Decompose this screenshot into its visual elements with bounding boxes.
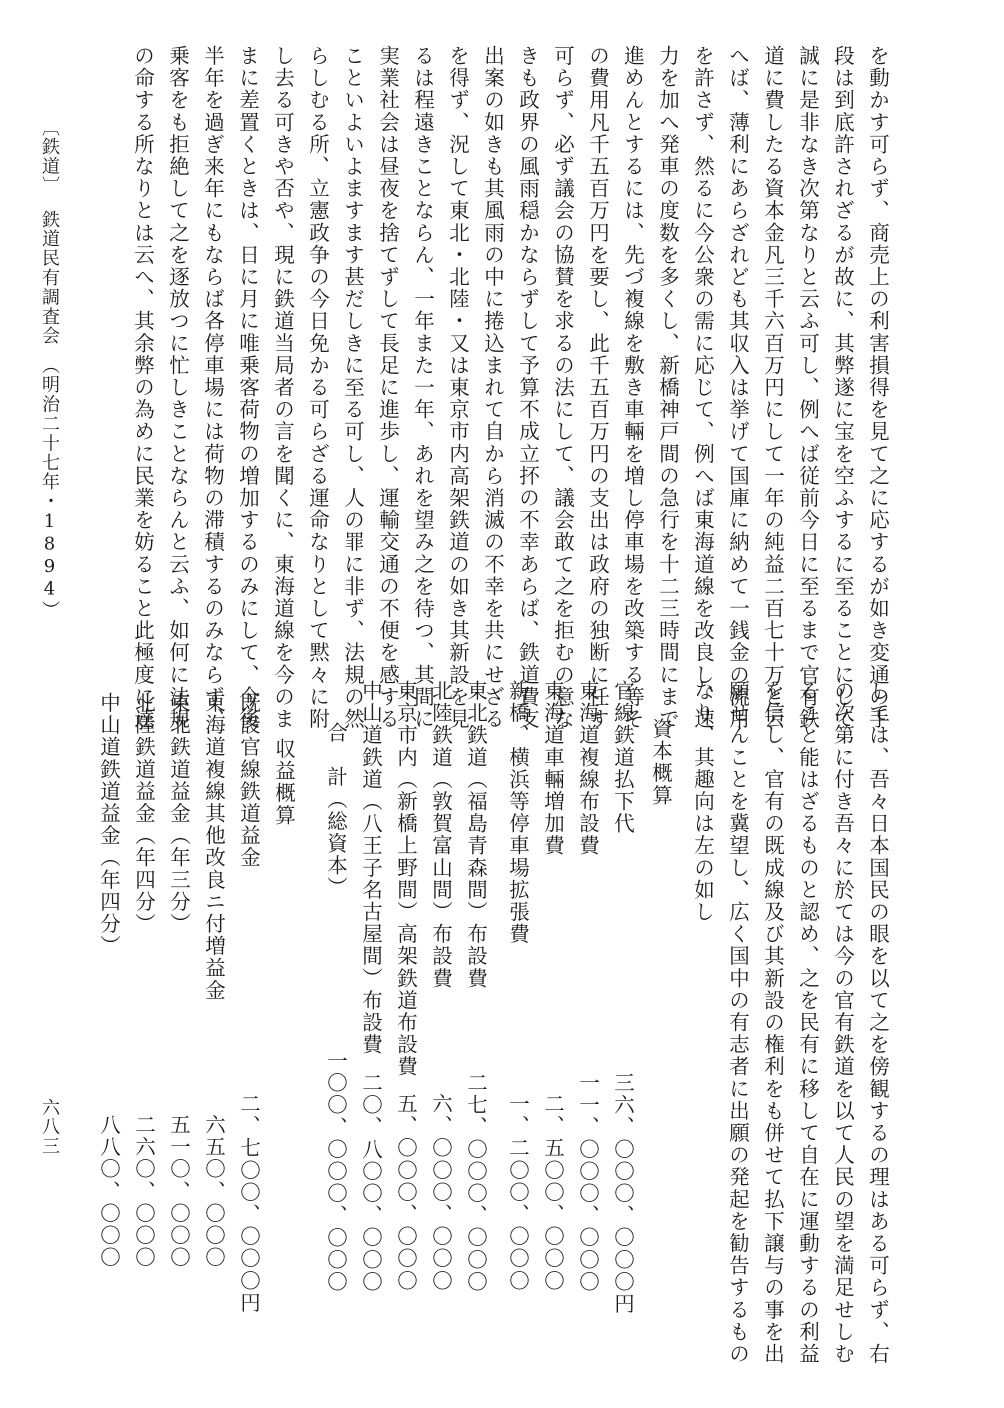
- capital-item-amount: 二七、〇〇〇、〇〇〇: [463, 1072, 488, 1293]
- prose-line: 可らず、必ず議会の協賛を求るの法にして、議会敢て之を拒むの意な: [550, 45, 575, 731]
- prose-line: 道に費したる資本金凡三千六百万円にして一年の純益二百七十万と云: [760, 45, 785, 731]
- running-header-date: （明治二十七年・1894）: [39, 356, 60, 621]
- prose-line: を許さず、然るに今公衆の需に応じて、例へば東海道線を改良し、速: [690, 45, 715, 731]
- capital-item-label: 新橋、横浜等停車場拡張費: [505, 680, 530, 946]
- prose-line: こといよいよますます甚だしきに至る可し、人の罪に非ず、法規の然: [340, 45, 365, 731]
- capital-total-amount: 一〇〇、〇〇〇、〇〇〇: [323, 1050, 348, 1294]
- capital-heading: 資本概算: [648, 718, 673, 807]
- prose-line: 誠に是非なき次第なりと云ふ可し、例へば従前今日に至るまで官有鉄: [795, 45, 820, 731]
- prose-line: 進めんとするには、先づ複線を敷き車輛を増し停車場を改築する等そ: [620, 45, 645, 731]
- capital-item-amount: 六、〇〇〇、〇〇〇: [428, 1093, 453, 1292]
- income-item-label: 中山道鉄道益金（年四分）: [96, 692, 121, 958]
- capital-item-amount: 一、二〇〇、〇〇〇: [505, 1093, 530, 1292]
- income-item-label: 東海道複線其他改良ニ付増益金: [201, 692, 226, 1002]
- income-item-amount: 六五〇、〇〇〇: [201, 1114, 226, 1269]
- prose-line: の命する所なりとは云へ、其余弊の為めに民業を妨ること此極度に達: [130, 45, 155, 731]
- prose-line: ること能はざるものと認め、之を民有に移して自在に運動するの利益: [795, 680, 820, 1366]
- prose-line: 願せんことを冀望し、広く国中の有志者に出願の発起を勧告するもの: [725, 680, 750, 1366]
- capital-item-label: 中山道鉄道（八王子名古屋間）布設費: [358, 680, 383, 1056]
- prose-line: まに差置くときは、日に月に唯乗客荷物の増加するのみにして、今後: [235, 45, 260, 731]
- prose-line: らしむる所、立憲政争の今日免かる可らざる運命なりとして黙々に附: [305, 45, 330, 731]
- prose-line: を信し、官有の既成線及び其新設の権利をも併せて払下譲与の事を出: [760, 680, 785, 1366]
- prose-line: の次第に付き吾々に於ては今の官有鉄道を以て人民の望を満足せしむ: [830, 680, 855, 1366]
- prose-line: へば、薄利にあらざれども其収入は挙げて国庫に納めて一銭金の流用: [725, 45, 750, 731]
- capital-item-label: 東海道車輛増加費: [540, 680, 565, 857]
- capital-item-amount: 二、五〇〇、〇〇〇: [540, 1093, 565, 1292]
- capital-total-label: 合 計（総資本）: [323, 722, 348, 899]
- income-item-label: 既設官線鉄道益金: [236, 692, 261, 869]
- prose-line: 実業社会は昼夜を捨てずして長足に進歩し、運輸交通の不便を感する: [375, 45, 400, 731]
- capital-item-amount: 五、〇〇〇、〇〇〇: [393, 1093, 418, 1292]
- income-item-label: 北陸鉄道益金（年四分）: [131, 692, 156, 936]
- capital-item-amount: 二〇、八〇〇、〇〇〇: [358, 1072, 383, 1293]
- running-header-title: 鉄道民有調査会: [39, 210, 60, 346]
- income-item-amount: 八八〇、〇〇〇: [96, 1114, 121, 1269]
- prose-line: 半年を過ぎ来年にもならば各停車場には荷物の滞積するのみならず、: [200, 45, 225, 731]
- prose-line: 出案の如きも其風雨の中に捲込まれて自から消滅の不幸を共にせざる: [480, 45, 505, 731]
- prose-line: を動かす可らず、商売上の利害損得を見て之に応するが如き変通の手: [865, 45, 890, 731]
- income-item-amount: 五一〇、〇〇〇: [166, 1114, 191, 1269]
- capital-item-amount: 一一、〇〇〇、〇〇〇: [575, 1072, 600, 1293]
- prose-line: 段は到底許されざるが故に、其弊遂に宝を空ふするに至ることにして: [830, 45, 855, 731]
- income-item-amount: 二、七〇〇、〇〇〇円: [236, 1093, 261, 1314]
- page-number: 六八三: [39, 1098, 60, 1157]
- capital-item-label: 東京市内（新橋上野間）高架鉄道布設費: [393, 680, 418, 1078]
- income-item-amount: 二六〇、〇〇〇: [131, 1114, 156, 1269]
- prose-line: なり、其趣向は左の如し: [690, 680, 715, 924]
- capital-item-label: 北陸鉄道（敦賀富山間）布設費: [428, 680, 453, 990]
- prose-line: るは程遠きことならん、一年また一年、あれを望み之を待つ、其間に: [410, 45, 435, 731]
- prose-line: 乗客をも拒絶して之を逐放つに忙しきことならんと云ふ、如何に法規: [165, 45, 190, 731]
- capital-item-label: 東海道複線布設費: [575, 680, 600, 857]
- prose-line: を得ず、況して東北・北陸・又は東京市内高架鉄道の如き其新設を見: [445, 45, 470, 731]
- capital-item-label: 東北鉄道（福島青森間）布設費: [463, 680, 488, 990]
- income-heading: 収益概算: [271, 738, 296, 827]
- prose-line: しては、吾々日本国民の眼を以て之を傍観するの理はある可らず、右: [865, 680, 890, 1366]
- prose-line: の費用凡千五百万円を要し、此千五百万円の支出は政府の独断に任す: [585, 45, 610, 731]
- capital-item-amount: 三六、〇〇〇、〇〇〇円: [610, 1072, 635, 1316]
- running-header-section: 〔鉄道〕: [39, 118, 60, 196]
- prose-line: し去る可きや否や、現に鉄道当局者の言を聞くに、東海道線を今のま: [270, 45, 295, 731]
- prose-line: 力を加へ発車の度数を多くし、新橋神戸間の急行を十二三時間にまで: [655, 45, 680, 731]
- capital-item-label: 官線鉄道払下代: [610, 680, 635, 835]
- prose-line: きも政界の風雨穏かならずして予算不成立抔の不幸あらば、鉄道費支: [515, 45, 540, 731]
- income-item-label: 東北鉄道益金（年三分）: [166, 692, 191, 936]
